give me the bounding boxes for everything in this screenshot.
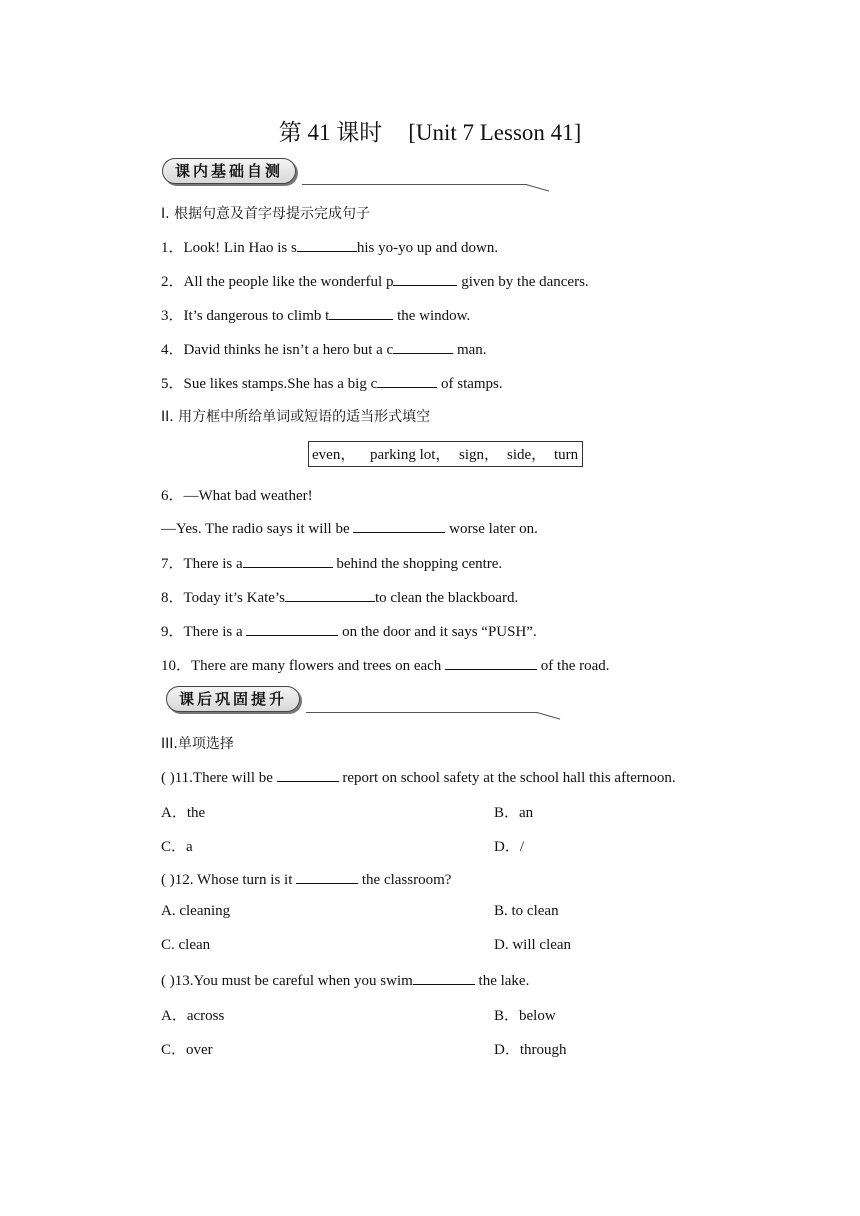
option-b: B. to clean — [494, 903, 559, 919]
banner-rule — [302, 184, 527, 185]
option-b: B．below — [494, 1008, 556, 1024]
word-option: parking lot， — [370, 447, 451, 463]
section-heading-1: I. 根据句意及首字母提示完成句子 — [161, 206, 371, 222]
answer-blank — [393, 339, 453, 354]
option-a: A. cleaning — [161, 903, 231, 919]
answer-blank — [246, 621, 338, 636]
question-9: 9．There is a on the door and it says “PUSH”. — [161, 620, 537, 641]
banner-after-class-label: 课后巩固提升 — [166, 686, 300, 712]
answer-blank — [243, 553, 333, 568]
word-option: even， — [312, 447, 356, 463]
option-d: D. will clean — [494, 937, 572, 953]
question-6: 6．—What bad weather! — [161, 488, 313, 504]
page-title — [0, 114, 860, 147]
question-10: 10．There are many flowers and trees on each of the road. — [161, 654, 610, 675]
answer-blank — [393, 271, 457, 286]
answer-blank — [296, 869, 358, 884]
question-11: ( )11.There will be report on school safety at the school hall this afternoon. — [161, 767, 676, 787]
question-1: 1．Look! Lin Hao is s his yo-yo up and down. — [161, 236, 498, 257]
banner-rule-tail — [537, 712, 560, 720]
section-heading-2: II. 用方框中所给单词或短语的适当形式填空 — [161, 409, 431, 425]
question-7: 7．There is a behind the shopping centre. — [161, 552, 502, 573]
answer-blank — [445, 655, 537, 670]
banner-in-class — [162, 158, 552, 188]
lesson-number: 第 41 课时 — [278, 120, 383, 145]
answer-blank — [377, 373, 437, 388]
word-box — [308, 441, 583, 467]
word-option: turn — [554, 447, 579, 463]
option-c: C. clean — [161, 937, 211, 953]
option-a: A．across — [161, 1008, 225, 1024]
answer-blank — [277, 767, 339, 782]
banner-rule-tail — [526, 184, 549, 192]
option-a: A．the — [161, 805, 206, 821]
answer-blank — [329, 305, 393, 320]
banner-in-class-label: 课内基础自测 — [162, 158, 296, 184]
banner-after-class — [166, 686, 566, 716]
question-4: 4．David thinks he isn’t a hero but a c man. — [161, 338, 487, 359]
unit-lesson-label: [Unit 7 Lesson 41] — [408, 120, 582, 145]
answer-blank — [353, 518, 445, 533]
section-heading-3: III.单项选择 — [161, 736, 234, 752]
answer-blank — [285, 587, 375, 602]
question-12: ( )12. Whose turn is it the classroom? — [161, 869, 451, 889]
option-b: B．an — [494, 805, 534, 821]
question-3: 3．It’s dangerous to climb t the window. — [161, 304, 470, 325]
option-c: C．over — [161, 1042, 213, 1058]
question-13: ( )13.You must be careful when you swim the lake. — [161, 970, 529, 990]
banner-rule — [306, 712, 538, 713]
option-d: D．/ — [494, 839, 525, 855]
question-2: 2．All the people like the wonderful p given by the dancers. — [161, 270, 589, 291]
word-option: side， — [507, 447, 547, 463]
option-d: D．through — [494, 1042, 567, 1058]
answer-blank — [297, 237, 357, 252]
question-6-answer: —Yes. The radio says it will be worse later on. — [161, 518, 538, 538]
question-8: 8．Today it’s Kate’s to clean the blackboard. — [161, 586, 518, 607]
word-option: sign， — [459, 447, 500, 463]
option-c: C．a — [161, 839, 193, 855]
question-5: 5．Sue likes stamps.She has a big c of stamps. — [161, 372, 503, 393]
answer-blank — [413, 970, 475, 985]
